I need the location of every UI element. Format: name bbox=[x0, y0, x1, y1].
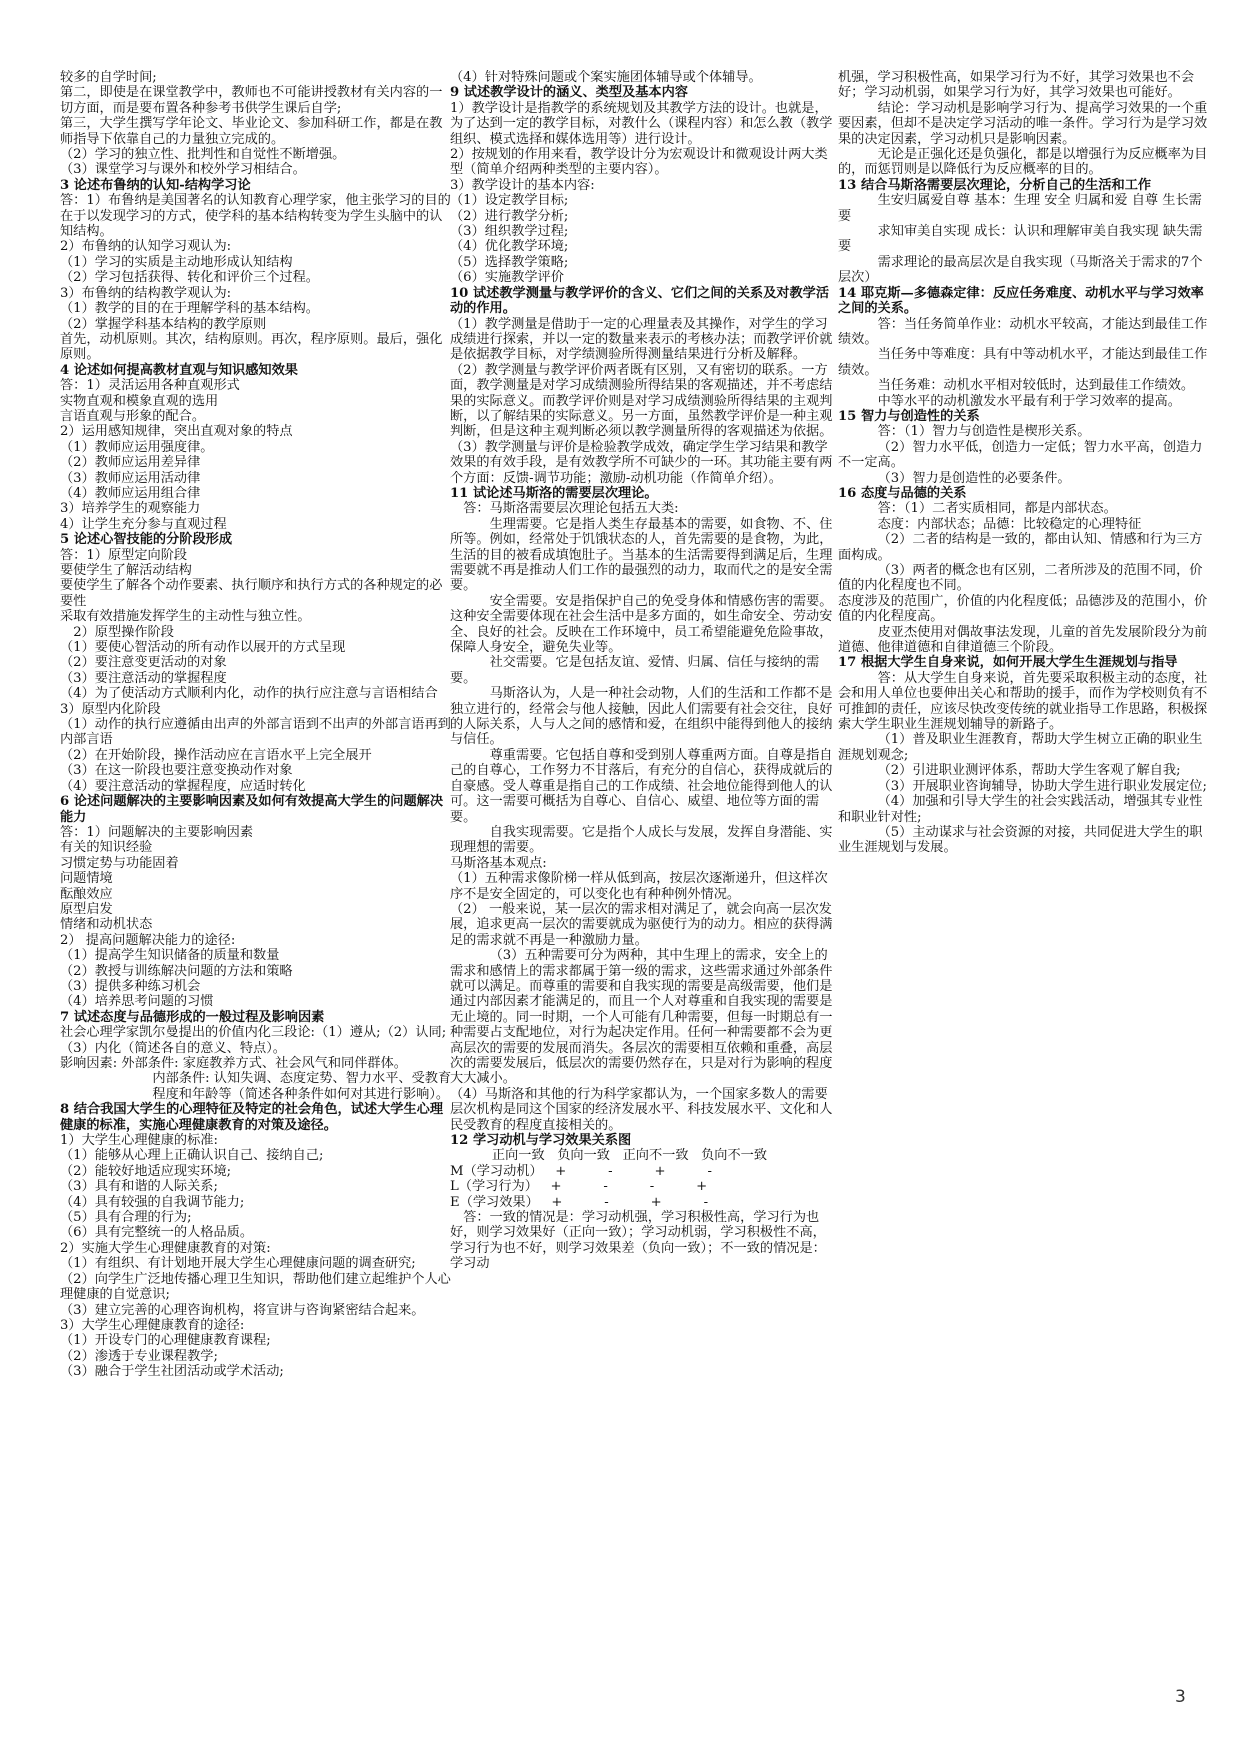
paragraph: 内部条件: 认知失调、态度定势、智力水平、受教育程度和年龄等（简述各种条件如何对其进行影响）。 bbox=[152, 1071, 452, 1102]
paragraph: 2）按规划的作用来看，教学设计分为宏观设计和微观设计两大类型（简单介绍两种类型的主要内容）。 bbox=[450, 147, 828, 178]
paragraph: L（学习行为） + - - + bbox=[450, 1179, 708, 1195]
paragraph: （2）教师应运用差异律 bbox=[60, 455, 201, 471]
paragraph: （4）为了使活动方式顺利内化，动作的执行应注意与言语相结合 bbox=[60, 686, 438, 702]
paragraph: 4）让学生充分参与直观过程 bbox=[60, 516, 227, 532]
paragraph: （1）教学测量是借助于一定的心理量表及其操作，对学生的学习成绩进行探索，并以一定的数量来表示的考核办法；而教学评价就是依据教学目标，对学绩测验所得测量结果进行分析及解释。 bbox=[450, 316, 833, 363]
paragraph: 2）运用感知规律，突出直观对象的特点 bbox=[60, 424, 293, 440]
paragraph: （4）具有较强的自我调节能力; bbox=[60, 1194, 245, 1210]
paragraph: 正向一致 负向一致 正向不一致 负向不一致 bbox=[450, 1148, 768, 1164]
paragraph: 答：1）问题解决的主要影响因素 bbox=[60, 824, 254, 840]
paragraph: （1）教师应运用强度律。 bbox=[60, 439, 214, 455]
section-heading: 9 试述教学设计的涵义、类型及基本内容 bbox=[450, 85, 688, 101]
section-heading: 5 论述心智技能的分阶段形成 bbox=[60, 532, 233, 548]
paragraph: 3）原型内化阶段 bbox=[60, 701, 161, 717]
paragraph: （5）具有合理的行为; bbox=[60, 1210, 192, 1226]
paragraph: 2）实施大学生心理健康教育的对策: bbox=[60, 1240, 271, 1256]
section-heading: 15 智力与创造性的关系 bbox=[838, 408, 980, 424]
paragraph: （2）在开始阶段，操作活动应在言语水平上完全展开 bbox=[60, 747, 372, 763]
paragraph: 3）培养学生的观察能力 bbox=[60, 501, 201, 517]
paragraph: 中等水平的动机激发水平最有利于学习效率的提高。 bbox=[877, 393, 1181, 409]
paragraph: （1）教学的目的在于理解学科的基本结构。 bbox=[60, 301, 319, 317]
paragraph: （1）学习的实质是主动地形成认知结构 bbox=[60, 254, 293, 270]
paragraph: （1）有组织、有计划地开展大学生心理健康问题的调查研究; bbox=[60, 1256, 416, 1272]
section-heading: 13 结合马斯洛需要层次理论，分析自己的生活和工作 bbox=[838, 177, 1152, 193]
paragraph: （1）提高学生知识储备的质量和数量 bbox=[60, 948, 280, 964]
section-heading: 4 论述如何提高教材直观与知识感知效果 bbox=[60, 362, 298, 378]
paragraph: （2）要注意变更活动的对象 bbox=[60, 655, 227, 671]
paragraph: 首先，动机原则。其次，结构原则。再次，程序原则。最后，强化原则。 bbox=[60, 331, 443, 363]
paragraph: 答：马斯洛需要层次理论包括五大类: bbox=[463, 501, 679, 517]
paragraph: （3）建立完善的心理咨询机构，将宣讲与咨询紧密结合起来。 bbox=[60, 1302, 425, 1318]
paragraph: 生安归属爱自尊 基本：生理 安全 归属和爱 自尊 生长需要 bbox=[838, 193, 1202, 224]
paragraph: 要使学生了解各个动作要素、执行顺序和执行方式的各种规定的必要性 bbox=[60, 578, 443, 609]
paragraph: （3）具有和谐的人际关系; bbox=[60, 1179, 218, 1195]
text-column-3 bbox=[838, 70, 1214, 856]
paragraph: 1）教学设计是指教学的系统规划及其教学方法的设计。也就是，为了达到一定的教学目标，对教什么（课程内容）和怎么教（教学组织、模式选择和媒体选用等）进行设计。 bbox=[450, 100, 833, 147]
paragraph: 实物直观和模象直观的选用 bbox=[60, 393, 219, 409]
paragraph: （3）智力是创造性的必要条件。 bbox=[877, 470, 1071, 486]
paragraph: 安全需要。安是指保护自己的免受身体和情感伤害的需要。这种安全需要体现在社会生活中是多方面的，如生命安全、劳动安全、良好的社会。反映在工作环境中，员工希望能避免危险事故，保障人身安全，避免失业等。 bbox=[450, 593, 833, 656]
paragraph: 3）大学生心理健康教育的途径: bbox=[60, 1317, 245, 1333]
section-heading: 14 耶克斯—多德森定律：反应任务难度、动机水平与学习效率之间的关系。 bbox=[838, 285, 1204, 317]
paragraph: 影响因素: 外部条件: 家庭教养方式、社会风气和同伴群体。 bbox=[60, 1056, 407, 1071]
paragraph: （4）针对特殊问题或个案实施团体辅导或个体辅导。 bbox=[450, 70, 762, 85]
paragraph: 第二，即使是在课堂教学中，教师也不可能讲授教材有关内容的一切方面，而是要布置各种参考书供学生课后自学; bbox=[60, 85, 443, 116]
paragraph: 机强，学习积极性高，如果学习行为不好，其学习效果也不会好；学习动机弱，如果学习行为好，其学习效果也可能好。 bbox=[838, 70, 1195, 101]
section-heading: 3 论述布鲁纳的认知-结构学习论 bbox=[60, 177, 251, 193]
section-heading: 7 试述态度与品德形成的一般过程及影响因素 bbox=[60, 1009, 325, 1025]
paragraph: 当任务中等难度：具有中等动机水平，才能达到最佳工作绩效。 bbox=[838, 347, 1208, 378]
paragraph: （3）教师应运用活动律 bbox=[60, 470, 201, 486]
paragraph: （3）开展职业咨询辅导，协助大学生进行职业发展定位; bbox=[877, 778, 1207, 794]
paragraph: （4）加强和引导大学生的社会实践活动，增强其专业性和职业针对性; bbox=[838, 794, 1203, 825]
paragraph: 问题情境 bbox=[60, 871, 113, 887]
paragraph: （2）二者的结构是一致的，都由认知、情感和行为三方面构成。 bbox=[838, 532, 1203, 563]
paragraph: （2）引进职业测评体系，帮助大学生客观了解自我; bbox=[877, 763, 1181, 779]
paragraph: （4）优化教学环境; bbox=[450, 239, 569, 255]
paragraph: 2）布鲁纳的认知学习观认为: bbox=[60, 239, 232, 255]
paragraph: 尊重需要。它包括自尊和受到别人尊重两方面。自尊是指自己的自尊心，工作努力不甘落后，有充分的自信心，获得成就后的自豪感。受人尊重是指自己的工作成绩、社会地位能得到他人的认可。这一需要可概括为自尊心、自信心、威望、地位等方面的需要。 bbox=[450, 747, 833, 825]
page-number: 3 bbox=[1175, 1687, 1186, 1707]
section-heading: 8 结合我国大学生的心理特征及特定的社会角色，试述大学生心理健康的标准，实施心理健康教育的对策及途径。 bbox=[60, 1102, 444, 1133]
section-heading: 6 论述问题解决的主要影响因素及如何有效提高大学生的问题解决能力 bbox=[60, 794, 444, 825]
paragraph: 马斯洛基本观点: bbox=[450, 855, 547, 871]
paragraph: （3）两者的概念也有区别，二者所涉及的范围不同，价值的内化程度也不同。 bbox=[838, 563, 1203, 594]
paragraph: E（学习效果） + - + - bbox=[450, 1194, 709, 1210]
paragraph: 当任务难：动机水平相对较低时，达到最佳工作绩效。 bbox=[877, 378, 1195, 394]
paragraph: （2）能较好地适应现实环境; bbox=[60, 1163, 232, 1179]
paragraph: （3）五种需要可分为两种，其中生理上的需求，安全上的需求和感情上的需求都属于第一级的需求，这些需求通过外部条件就可以满足。而尊重的需要和自我实现的需要是高级需要，他们是通过内部因素才能满足的，而且一个人对尊重和自我实现的需要是无止境的。同一时期，一个人可能有几种需要，但每一时期总有一种需要占支配地位，对行为起决定作用。任何一种需要都不会为更高层次的需要的发展而消失。各层次的需要相互依赖和重叠，高层次的需要发展后，低层次的需要仍然存在，只是对行为影响的程度大大减小。 bbox=[450, 948, 833, 1087]
paragraph: （2） 一般来说，某一层次的需求相对满足了，就会向高一层次发展，追求更高一层次的需要就成为驱使行为的动力。相应的获得满足的需求就不再是一种激励力量。 bbox=[450, 901, 833, 948]
paragraph: 情绪和动机状态 bbox=[60, 917, 153, 933]
paragraph: （3）课堂学习与课外和校外学习相结合。 bbox=[60, 162, 306, 178]
paragraph: （3）提供多种练习机会 bbox=[60, 978, 201, 994]
paragraph: 言语直观与形象的配合。 bbox=[60, 408, 206, 424]
paragraph: 要使学生了解活动结构 bbox=[60, 563, 192, 578]
paragraph: 自我实现需要。它是指个人成长与发展，发挥自身潜能、实现理想的需要。 bbox=[450, 824, 833, 856]
paragraph: 答：1）灵活运用各种直观形式 bbox=[60, 378, 240, 394]
paragraph: 有关的知识经验 bbox=[60, 840, 153, 856]
paragraph: （2）渗透于专业课程教学; bbox=[60, 1348, 218, 1364]
paragraph: 答：当任务简单作业：动机水平较高，才能达到最佳工作绩效。 bbox=[838, 316, 1208, 347]
paragraph: （2）掌握学科基本结构的教学原则 bbox=[60, 316, 267, 332]
paragraph: （3）融合于学生社团活动或学术活动; bbox=[60, 1364, 284, 1380]
paragraph: （1）五种需求像阶梯一样从低到高，按层次逐渐递升，但这样次序不是安全固定的，可以变化也有种种例外情况。 bbox=[450, 871, 828, 902]
paragraph: （2）智力水平低，创造力一定低；智力水平高，创造力不一定高。 bbox=[838, 439, 1203, 471]
paragraph: 习惯定势与功能固着 bbox=[60, 855, 179, 871]
paragraph: （2）学习包括获得、转化和评价三个过程。 bbox=[60, 270, 319, 286]
paragraph: 较多的自学时间; bbox=[60, 70, 157, 85]
paragraph: 原型启发 bbox=[60, 901, 113, 917]
paragraph: （2）教授与训练解决问题的方法和策略 bbox=[60, 963, 293, 979]
paragraph: 酝酿效应 bbox=[60, 886, 113, 902]
paragraph: 无论是正强化还是负强化，都是以增强行为反应概率为目的，而惩罚则是以降低行为反应概率的目的。 bbox=[838, 147, 1208, 178]
paragraph: （3）教学测量与评价是检验教学成效，确定学生学习结果和教学效果的有效手段，是有效教学所不可缺少的一环。其功能主要有两个方面：反馈-调节功能；激励-动机功能（作简单介绍）。 bbox=[450, 439, 833, 486]
paragraph: （2）向学生广泛地传播心理卫生知识，帮助他们建立起维护个人心理健康的自觉意识; bbox=[60, 1271, 451, 1303]
paragraph: （4）要注意活动的掌握程度，应适时转化 bbox=[60, 778, 306, 794]
paragraph: （5）主动谋求与社会资源的对接，共同促进大学生的职业生涯规划与发展。 bbox=[838, 824, 1203, 856]
section-heading: 17 根据大学生自身来说，如何开展大学生生涯规划与指导 bbox=[838, 655, 1178, 671]
paragraph: （4）培养思考问题的习惯 bbox=[60, 994, 214, 1010]
paragraph: 皮亚杰使用对偶故事法发现，儿童的首先发展阶段分为前道德、他律道德和自律道德三个阶段。 bbox=[838, 624, 1208, 656]
paragraph: 态度涉及的范围广，价值的内化程度低；品德涉及的范围小，价值的内化程度高。 bbox=[838, 593, 1208, 625]
section-heading: 12 学习动机与学习效果关系图 bbox=[450, 1133, 632, 1149]
text-column-1 bbox=[60, 70, 452, 1380]
paragraph: 求知审美自实现 成长：认识和理解审美自我实现 缺失需要 bbox=[838, 224, 1203, 255]
section-heading: 10 试述教学测量与教学评价的含义、它们之间的关系及对教学活动的作用。 bbox=[450, 285, 830, 317]
paragraph: 答：1）原型定向阶段 bbox=[60, 547, 188, 563]
paragraph: （3）要注意活动的掌握程度 bbox=[60, 670, 227, 686]
paragraph: 第三，大学生撰写学年论文、毕业论文、参加科研工作，都是在教师指导下依靠自己的力量独立完成的。 bbox=[60, 116, 443, 147]
paragraph: 采取有效措施发挥学生的主动性与独立性。 bbox=[60, 609, 311, 625]
paragraph: 1）大学生心理健康的标准: bbox=[60, 1133, 218, 1149]
paragraph: （1）普及职业生涯教育，帮助大学生树立正确的职业生涯规划观念; bbox=[838, 732, 1203, 763]
paragraph: 生理需要。它是指人类生存最基本的需要，如食物、不、住所等。例如，经常处于饥饿状态的人，首先需要的是食物，为此，生活的目的被看成填饱肚子。当基本的生活需要得到满足后，生理需要就不再是推动人们工作的最强烈的动力，取而代之的是安全需要。 bbox=[450, 516, 833, 594]
paragraph: 答：从大学生自身来说，首先要采取积极主动的态度，社会和用人单位也要伸出关心和帮助的援手，而作为学校则负有不可推卸的责任，应该尽快改变传统的就业指导工作思路，积极探索大学生职业生涯规划辅导的新路子。 bbox=[838, 670, 1208, 733]
section-heading: 16 态度与品德的关系 bbox=[838, 485, 967, 501]
paragraph: （6）具有完整统一的人格品质。 bbox=[60, 1225, 254, 1241]
paragraph: 答：1）布鲁纳是美国著名的认知教育心理学家，他主张学习的目的在于以发现学习的方式，使学科的基本结构转变为学生头脑中的认知结构。 bbox=[60, 193, 451, 240]
paragraph: 社会心理学家凯尔曼提出的价值内化三段论:（1）遵从;（2）认同;（3）内化（简述各自的意义、特点）。 bbox=[60, 1025, 447, 1056]
paragraph: （2）教学测量与教学评价两者既有区别，又有密切的联系。一方面，教学测量是对学习成绩测验所得结果的客观描述，并不考虑结果的实际意义。而教学评价则是对学习成绩测验所得结果的主观判断，以了解结果的实际意义。另一方面，虽然教学评价是一种主观判断，但是这种主观判断必须以教学测量所得的客观描述为依据。 bbox=[450, 362, 833, 440]
paragraph: （3）组织教学过程; bbox=[450, 224, 569, 240]
paragraph: （4）教师应运用组合律 bbox=[60, 485, 201, 501]
paragraph: （1）能够从心理上正确认识自己、接纳自己; bbox=[60, 1148, 324, 1164]
paragraph: 结论：学习动机是影响学习行为、提高学习效果的一个重要因素，但却不是决定学习活动的唯一条件。学习行为是学习效果的决定因素，学习动机只是影响因素。 bbox=[838, 100, 1208, 147]
paragraph: （1）设定教学目标; bbox=[450, 193, 569, 209]
section-heading: 11 试论述马斯洛的需要层次理论。 bbox=[450, 485, 658, 501]
paragraph: （1）动作的执行应遵循由出声的外部言语到不出声的外部言语再到内部言语 bbox=[60, 717, 451, 748]
paragraph: 社交需要。它是包括友谊、爱情、归属、信任与接纳的需要。 bbox=[450, 655, 820, 686]
paragraph: 2）原型操作阶段 bbox=[73, 624, 174, 640]
paragraph: （1）开设专门的心理健康教育课程; bbox=[60, 1333, 271, 1349]
paragraph: （5）选择教学策略; bbox=[450, 254, 569, 270]
paragraph: 态度：内部状态；品德：比较稳定的心理特征 bbox=[877, 516, 1142, 532]
paragraph: 答：一致的情况是：学习动机强，学习积极性高，学习行为也好，则学习效果好（正向一致）；学习动机弱，学习积极性不高，学习行为也不好，则学习效果差（负向一致）；不一致的情况是：学习动 bbox=[450, 1210, 826, 1272]
paragraph: M（学习动机） + - + - bbox=[450, 1163, 712, 1179]
paragraph: （2）进行教学分析; bbox=[450, 208, 569, 224]
paragraph: 3）布鲁纳的结构教学观认为: bbox=[60, 285, 232, 301]
paragraph: 2） 提高问题解决能力的途径: bbox=[60, 932, 236, 948]
paragraph: 需求理论的最高层次是自我实现（马斯洛关于需求的7个层次） bbox=[838, 254, 1203, 286]
paragraph: （3）在这一阶段也要注意变换动作对象 bbox=[60, 763, 293, 779]
paragraph: （1）要使心智活动的所有动作以展开的方式呈现 bbox=[60, 640, 346, 656]
paragraph: （4）马斯洛和其他的行为科学家都认为，一个国家多数人的需要层次机构是同这个国家的经济发展水平、科技发展水平、文化和人民受教育的程度直接相关的。 bbox=[450, 1086, 833, 1133]
paragraph: 3）教学设计的基本内容: bbox=[450, 177, 595, 193]
paragraph: 答：（1）二者实质相同，都是内部状态。 bbox=[877, 501, 1117, 517]
text-column-2 bbox=[450, 70, 836, 1272]
paragraph: 马斯洛认为，人是一种社会动物，人们的生活和工作都不是独立进行的，经常会与他人接触，因此人们需要有社会交往，良好的人际关系，人与人之间的感情和爱，在组织中能得到他人的接纳与信任。 bbox=[450, 686, 833, 748]
paragraph: （2）学习的独立性、批判性和自觉性不断增强。 bbox=[60, 147, 346, 163]
paragraph: 答：（1）智力与创造性是楔形关系。 bbox=[877, 424, 1091, 440]
paragraph: （6）实施教学评价 bbox=[450, 270, 564, 286]
